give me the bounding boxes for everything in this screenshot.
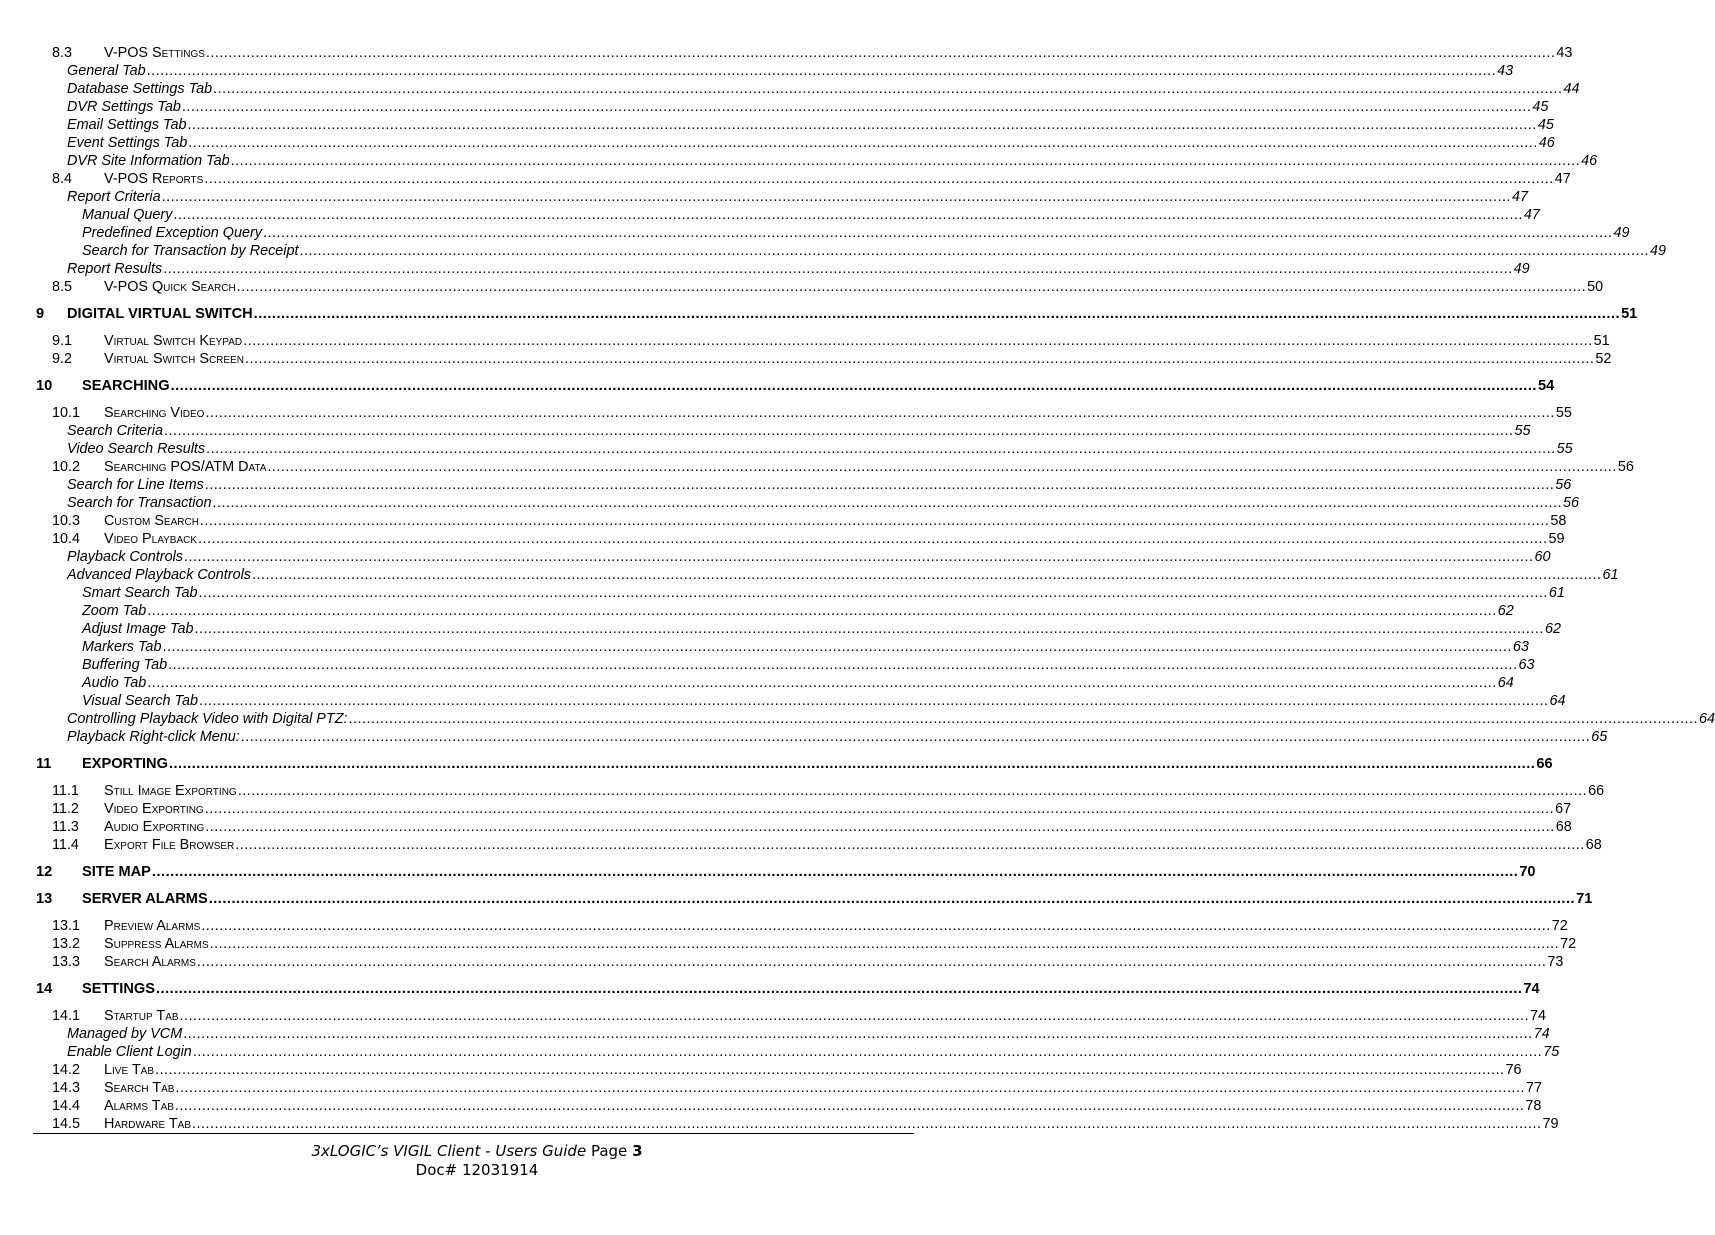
toc-entry-page: 51	[1593, 333, 1610, 349]
toc-entry-title: Playback Controls	[67, 549, 183, 565]
toc-entry-page: 56	[1562, 495, 1579, 511]
toc-dot-leader: ............................................................................................................................................................................................................................................................................................................	[253, 306, 1621, 322]
toc-entry-title: Event Settings Tab	[67, 135, 188, 151]
toc-entry-row[interactable]	[0, 512, 1567, 530]
toc-entry-row[interactable]	[0, 530, 1565, 548]
toc-entry-page: 52	[1595, 351, 1612, 367]
toc-entry-page: 79	[1542, 1116, 1559, 1132]
toc-dot-leader: ............................................................................................................................................................................................................................................................................................................	[213, 81, 1563, 97]
toc-entry-page: 78	[1525, 1098, 1542, 1114]
toc-entry-number: 9.2	[52, 351, 73, 367]
toc-entry-row[interactable]	[0, 602, 1514, 620]
toc-entry-row[interactable]	[0, 188, 1529, 206]
toc-entry-row[interactable]	[0, 134, 1555, 152]
toc-entry-page: 71	[1576, 891, 1593, 907]
toc-dot-leader: ............................................................................................................................................................................................................................................................................................................	[236, 279, 1587, 295]
toc-dot-leader: ............................................................................................................................................................................................................................................................................................................	[192, 1044, 1543, 1060]
toc-dot-leader: ............................................................................................................................................................................................................................................................................................................	[205, 819, 1555, 835]
footer-divider	[33, 1133, 914, 1134]
toc-entry-page: 64	[1549, 693, 1566, 709]
toc-entry-title: Virtual Switch Keypad	[104, 333, 243, 349]
toc-dot-leader: ............................................................................................................................................................................................................................................................................................................	[251, 567, 1602, 583]
toc-dot-leader: ............................................................................................................................................................................................................................................................................................................	[163, 261, 1513, 277]
toc-dot-leader: ............................................................................................................................................................................................................................................................................................................	[205, 405, 1555, 421]
toc-entry-page: 66	[1588, 783, 1605, 799]
toc-entry-title: Smart Search Tab	[82, 585, 198, 601]
toc-entry-title: SERVER ALARMS	[82, 891, 208, 907]
toc-entry-page: 62	[1544, 621, 1561, 637]
toc-entry-row[interactable]	[0, 98, 1549, 116]
toc-entry-title: Report Results	[67, 261, 163, 277]
toc-dot-leader: ............................................................................................................................................................................................................................................................................................................	[174, 1098, 1525, 1114]
toc-entry-title: V-POS Settings	[104, 45, 205, 61]
toc-entry-title: Report Criteria	[67, 189, 161, 205]
toc-dot-leader: ............................................................................................................................................................................................................................................................................................................	[348, 711, 1698, 727]
toc-dot-leader: ............................................................................................................................................................................................................................................................................................................	[206, 441, 1556, 457]
toc-entry-row[interactable]	[0, 1079, 1542, 1097]
toc-entry-page: 68	[1555, 819, 1572, 835]
toc-dot-leader: ............................................................................................................................................................................................................................................................................................................	[243, 333, 1593, 349]
toc-entry-row[interactable]	[0, 917, 1568, 935]
toc-dot-leader: ............................................................................................................................................................................................................................................................................................................	[199, 693, 1549, 709]
toc-entry-page: 55	[1555, 405, 1572, 421]
toc-entry-row[interactable]	[0, 1007, 1547, 1025]
toc-entry-row[interactable]	[0, 350, 1612, 368]
toc-entry-page: 72	[1551, 918, 1568, 934]
toc-entry-number: 9.1	[52, 333, 73, 349]
toc-entry-title: DIGITAL VIRTUAL SWITCH	[67, 306, 253, 322]
toc-entry-title: Buffering Tab	[82, 657, 168, 673]
toc-entry-page: 75	[1543, 1044, 1560, 1060]
toc-entry-row[interactable]	[0, 494, 1579, 512]
toc-entry-page: 68	[1585, 837, 1602, 853]
toc-entry-title: V-POS Reports	[104, 171, 204, 187]
toc-entry-title: Search for Transaction by Receipt	[82, 243, 299, 259]
toc-entry-title: Preview Alarms	[104, 918, 201, 934]
toc-dot-leader: ............................................................................................................................................................................................................................................................................................................	[240, 729, 1591, 745]
toc-entry-row[interactable]	[0, 458, 1634, 476]
toc-entry-page: 45	[1537, 117, 1554, 133]
toc-entry-title: Still Image Exporting	[104, 783, 237, 799]
toc-entry-title: Hardware Tab	[104, 1116, 192, 1132]
toc-entry-row[interactable]	[0, 728, 1608, 746]
toc-dot-leader: ............................................................................................................................................................................................................................................................................................................	[168, 756, 1536, 772]
toc-dot-leader: ............................................................................................................................................................................................................................................................................................................	[163, 423, 1514, 439]
toc-entry-row[interactable]	[0, 548, 1551, 566]
toc-entry-number: 13.2	[52, 936, 81, 952]
toc-dot-leader: ............................................................................................................................................................................................................................................................................................................	[198, 585, 1548, 601]
toc-chapter-row[interactable]	[0, 755, 1553, 773]
toc-entry-page: 47	[1554, 171, 1571, 187]
toc-dot-leader: ............................................................................................................................................................................................................................................................................................................	[146, 63, 1497, 79]
toc-entry-number: 10.4	[52, 531, 81, 547]
toc-dot-leader: ............................................................................................................................................................................................................................................................................................................	[192, 1116, 1542, 1132]
toc-chapter-row[interactable]	[0, 305, 1638, 323]
toc-entry-row[interactable]	[0, 476, 1572, 494]
toc-entry-title: Enable Client Login	[67, 1044, 192, 1060]
toc-dot-leader: ............................................................................................................................................................................................................................................................................................................	[155, 1062, 1505, 1078]
toc-entry-number: 13.1	[52, 918, 81, 934]
toc-entry-page: 66	[1536, 756, 1553, 772]
toc-entry-number: 11.3	[52, 819, 79, 835]
toc-dot-leader: ............................................................................................................................................................................................................................................................................................................	[173, 207, 1523, 223]
toc-entry-row[interactable]	[0, 953, 1564, 971]
toc-entry-title: Video Search Results	[67, 441, 206, 457]
toc-entry-number: 8.5	[52, 279, 73, 295]
toc-entry-row[interactable]	[0, 638, 1529, 656]
toc-entry-title: Suppress Alarms	[104, 936, 209, 952]
toc-entry-row[interactable]	[0, 116, 1554, 134]
toc-entry-row[interactable]	[0, 656, 1535, 674]
toc-entry-page: 56	[1617, 459, 1634, 475]
toc-entry-title: Alarms Tab	[104, 1098, 174, 1114]
toc-dot-leader: ............................................................................................................................................................................................................................................................................................................	[155, 981, 1523, 997]
toc-entry-title: Custom Search	[104, 513, 199, 529]
toc-entry-page: 54	[1537, 378, 1555, 394]
toc-entry-title: SITE MAP	[82, 864, 151, 880]
toc-entry-number: 13.3	[52, 954, 81, 970]
toc-entry-number: 12	[36, 864, 53, 880]
toc-entry-page: 61	[1548, 585, 1565, 601]
toc-dot-leader: ............................................................................................................................................................................................................................................................................................................	[162, 639, 1512, 655]
toc-dot-leader: ............................................................................................................................................................................................................................................................................................................	[204, 801, 1555, 817]
toc-entry-number: 14.5	[52, 1116, 81, 1132]
toc-entry-title: Playback Right-click Menu:	[67, 729, 240, 745]
toc-entry-title: Search Alarms	[104, 954, 196, 970]
toc-entry-title: Search Tab	[104, 1080, 175, 1096]
toc-dot-leader: ............................................................................................................................................................................................................................................................................................................	[151, 864, 1519, 880]
toc-entry-page: 62	[1497, 603, 1514, 619]
toc-entry-row[interactable]	[0, 566, 1619, 584]
toc-entry-number: 13	[36, 891, 53, 907]
toc-chapter-row[interactable]	[0, 863, 1536, 881]
toc-dot-leader: ............................................................................................................................................................................................................................................................................................................	[209, 936, 1560, 952]
toc-entry-page: 70	[1519, 864, 1536, 880]
toc-entry-row[interactable]	[0, 935, 1577, 953]
toc-entry-page: 60	[1534, 549, 1551, 565]
toc-entry-title: Audio Exporting	[104, 819, 205, 835]
toc-entry-page: 76	[1505, 1062, 1522, 1078]
toc-entry-title: Export File Browser	[104, 837, 235, 853]
toc-entry-title: DVR Site Information Tab	[67, 153, 230, 169]
toc-entry-page: 65	[1591, 729, 1608, 745]
toc-entry-row[interactable]	[0, 80, 1580, 98]
toc-dot-leader: ............................................................................................................................................................................................................................................................................................................	[168, 657, 1518, 673]
toc-entry-title: EXPORTING	[82, 756, 168, 772]
toc-dot-leader: ............................................................................................................................................................................................................................................................................................................	[208, 891, 1576, 907]
toc-entry-row[interactable]	[0, 152, 1598, 170]
footer-doc-title: 3xLOGIC’s VIGIL Client - Users Guide	[311, 1142, 587, 1160]
toc-entry-title: V-POS Quick Search	[104, 279, 236, 295]
toc-dot-leader: ............................................................................................................................................................................................................................................................................................................	[175, 1080, 1525, 1096]
toc-entry-page: 51	[1621, 306, 1638, 322]
toc-entry-title: Search for Transaction	[67, 495, 212, 511]
toc-entry-title: Search Criteria	[67, 423, 163, 439]
toc-dot-leader: ............................................................................................................................................................................................................................................................................................................	[204, 477, 1555, 493]
toc-entry-title: Video Playback	[104, 531, 198, 547]
toc-entry-number: 10.2	[52, 459, 81, 475]
toc-entry-row[interactable]	[0, 242, 1666, 260]
toc-entry-page: 43	[1556, 45, 1573, 61]
toc-entry-number: 8.3	[52, 45, 73, 61]
toc-entry-title: Adjust Image Tab	[82, 621, 194, 637]
toc-entry-number: 14.3	[52, 1080, 81, 1096]
toc-entry-row[interactable]	[0, 782, 1605, 800]
toc-entry-page: 74	[1533, 1026, 1550, 1042]
toc-entry-row[interactable]	[0, 818, 1572, 836]
toc-entry-page: 46	[1581, 153, 1598, 169]
toc-entry-page: 67	[1555, 801, 1572, 817]
toc-entry-row[interactable]	[0, 332, 1610, 350]
toc-entry-title: Searching Video	[104, 405, 205, 421]
toc-dot-leader: ............................................................................................................................................................................................................................................................................................................	[161, 189, 1512, 205]
toc-entry-number: 11	[36, 756, 52, 772]
toc-entry-number: 10.1	[52, 405, 81, 421]
toc-dot-leader: ............................................................................................................................................................................................................................................................................................................	[196, 954, 1547, 970]
toc-dot-leader: ............................................................................................................................................................................................................................................................................................................	[183, 549, 1534, 565]
toc-entry-title: Manual Query	[82, 207, 173, 223]
toc-dot-leader: ............................................................................................................................................................................................................................................................................................................	[244, 351, 1595, 367]
toc-dot-leader: ............................................................................................................................................................................................................................................................................................................	[187, 117, 1537, 133]
toc-entry-title: Zoom Tab	[82, 603, 147, 619]
toc-entry-title: Live Tab	[104, 1062, 154, 1078]
toc-dot-leader: ............................................................................................................................................................................................................................................................................................................	[263, 225, 1613, 241]
toc-entry-row[interactable]	[0, 224, 1630, 242]
toc-dot-leader: ............................................................................................................................................................................................................................................................................................................	[299, 243, 1649, 259]
toc-entry-title: Email Settings Tab	[67, 117, 187, 133]
toc-entry-page: 61	[1602, 567, 1619, 583]
toc-entry-title: Search for Line Items	[67, 477, 204, 493]
toc-entry-title: Managed by VCM	[67, 1026, 183, 1042]
toc-entry-title: SEARCHING	[82, 378, 170, 394]
toc-entry-row[interactable]	[0, 278, 1604, 296]
toc-entry-page: 74	[1523, 981, 1540, 997]
toc-dot-leader: ............................................................................................................................................................................................................................................................................................................	[230, 153, 1581, 169]
toc-dot-leader: ............................................................................................................................................................................................................................................................................................................	[212, 495, 1562, 511]
toc-entry-row[interactable]	[0, 1097, 1542, 1115]
toc-entry-row[interactable]	[0, 1115, 1559, 1133]
toc-entry-number: 14.1	[52, 1008, 81, 1024]
toc-entry-title: Predefined Exception Query	[82, 225, 262, 241]
toc-dot-leader: ............................................................................................................................................................................................................................................................................................................	[179, 1008, 1530, 1024]
toc-entry-number: 14.4	[52, 1098, 81, 1114]
toc-entry-title: General Tab	[67, 63, 146, 79]
toc-entry-page: 77	[1525, 1080, 1542, 1096]
toc-entry-row[interactable]	[0, 44, 1573, 62]
toc-entry-page: 64	[1698, 711, 1715, 727]
toc-dot-leader: ............................................................................................................................................................................................................................................................................................................	[205, 45, 1556, 61]
footer-title-line	[0, 1141, 954, 1161]
toc-entry-page: 55	[1514, 423, 1531, 439]
toc-entry-number: 8.4	[52, 171, 73, 187]
toc-entry-number: 10	[36, 378, 53, 394]
toc-entry-row[interactable]	[0, 62, 1514, 80]
toc-dot-leader: ............................................................................................................................................................................................................................................................................................................	[204, 171, 1554, 187]
toc-entry-title: Controlling Playback Video with Digital PTZ:	[67, 711, 348, 727]
toc-dot-leader: ............................................................................................................................................................................................................................................................................................................	[267, 459, 1617, 475]
toc-entry-page: 63	[1512, 639, 1529, 655]
toc-entry-number: 10.3	[52, 513, 81, 529]
toc-entry-page: 55	[1556, 441, 1573, 457]
toc-entry-row[interactable]	[0, 170, 1571, 188]
toc-entry-page: 58	[1550, 513, 1567, 529]
toc-dot-leader: ............................................................................................................................................................................................................................................................................................................	[201, 918, 1551, 934]
toc-entry-title: Startup Tab	[104, 1008, 179, 1024]
toc-entry-number: 11.4	[52, 837, 79, 853]
toc-entry-page: 73	[1547, 954, 1564, 970]
toc-entry-page: 44	[1563, 81, 1580, 97]
toc-entry-page: 47	[1512, 189, 1529, 205]
toc-entry-title: Searching POS/ATM Data	[104, 459, 267, 475]
toc-entry-row[interactable]	[0, 800, 1572, 818]
toc-entry-number: 11.2	[52, 801, 79, 817]
toc-entry-title: Markers Tab	[82, 639, 162, 655]
toc-entry-page: 59	[1548, 531, 1565, 547]
toc-entry-number: 9	[36, 306, 45, 322]
footer-page-number: 3	[632, 1142, 643, 1160]
toc-entry-page: 74	[1530, 1008, 1547, 1024]
toc-entry-title: Visual Search Tab	[82, 693, 199, 709]
toc-dot-leader: ............................................................................................................................................................................................................................................................................................................	[198, 531, 1548, 547]
toc-entry-row[interactable]	[0, 836, 1602, 854]
toc-entry-row[interactable]	[0, 1025, 1550, 1043]
toc-dot-leader: ............................................................................................................................................................................................................................................................................................................	[199, 513, 1550, 529]
toc-dot-leader: ............................................................................................................................................................................................................................................................................................................	[194, 621, 1544, 637]
toc-entry-page: 47	[1523, 207, 1540, 223]
toc-entry-page: 49	[1649, 243, 1666, 259]
toc-dot-leader: ............................................................................................................................................................................................................................................................................................................	[147, 675, 1497, 691]
toc-dot-leader: ............................................................................................................................................................................................................................................................................................................	[170, 378, 1537, 394]
toc-entry-title: SETTINGS	[82, 981, 155, 997]
toc-entry-row[interactable]	[0, 1061, 1522, 1079]
toc-entry-row[interactable]	[0, 404, 1572, 422]
toc-entry-page: 64	[1497, 675, 1514, 691]
toc-entry-number: 11.1	[52, 783, 79, 799]
toc-dot-leader: ............................................................................................................................................................................................................................................................................................................	[237, 783, 1588, 799]
toc-dot-leader: ............................................................................................................................................................................................................................................................................................................	[235, 837, 1585, 853]
toc-entry-title: Advanced Playback Controls	[67, 567, 251, 583]
toc-entry-row[interactable]	[0, 620, 1561, 638]
toc-entry-row[interactable]	[0, 260, 1530, 278]
toc-entry-row[interactable]	[0, 1043, 1560, 1061]
toc-chapter-row[interactable]	[0, 377, 1555, 395]
toc-entry-row[interactable]	[0, 422, 1531, 440]
toc-entry-page: 49	[1513, 261, 1530, 277]
toc-chapter-row[interactable]	[0, 980, 1540, 998]
toc-entry-row[interactable]	[0, 440, 1573, 458]
toc-dot-leader: ............................................................................................................................................................................................................................................................................................................	[188, 135, 1538, 151]
toc-entry-number: 14.2	[52, 1062, 81, 1078]
toc-entry-number: 14	[36, 981, 53, 997]
toc-entry-page: 63	[1518, 657, 1535, 673]
footer-doc-number: Doc# 12031914	[415, 1161, 539, 1179]
toc-entry-row[interactable]	[0, 674, 1514, 692]
toc-entry-page: 56	[1555, 477, 1572, 493]
toc-entry-page: 43	[1497, 63, 1514, 79]
toc-entry-title: Virtual Switch Screen	[104, 351, 244, 367]
toc-entry-title: Audio Tab	[82, 675, 147, 691]
toc-chapter-row[interactable]	[0, 890, 1593, 908]
footer-page-word: Page	[590, 1142, 628, 1160]
toc-entry-row[interactable]	[0, 692, 1566, 710]
toc-dot-leader: ............................................................................................................................................................................................................................................................................................................	[183, 1026, 1533, 1042]
toc-entry-row[interactable]	[0, 710, 1715, 728]
toc-entry-page: 46	[1538, 135, 1555, 151]
toc-entry-page: 72	[1560, 936, 1577, 952]
toc-dot-leader: ............................................................................................................................................................................................................................................................................................................	[147, 603, 1497, 619]
toc-entry-row[interactable]	[0, 584, 1565, 602]
toc-entry-page: 50	[1587, 279, 1604, 295]
toc-entry-page: 45	[1532, 99, 1549, 115]
toc-entry-row[interactable]	[0, 206, 1540, 224]
toc-entry-page: 49	[1613, 225, 1630, 241]
toc-entry-title: Video Exporting	[104, 801, 204, 817]
toc-entry-title: DVR Settings Tab	[67, 99, 181, 115]
toc-dot-leader: ............................................................................................................................................................................................................................................................................................................	[181, 99, 1532, 115]
toc-entry-title: Database Settings Tab	[67, 81, 213, 97]
